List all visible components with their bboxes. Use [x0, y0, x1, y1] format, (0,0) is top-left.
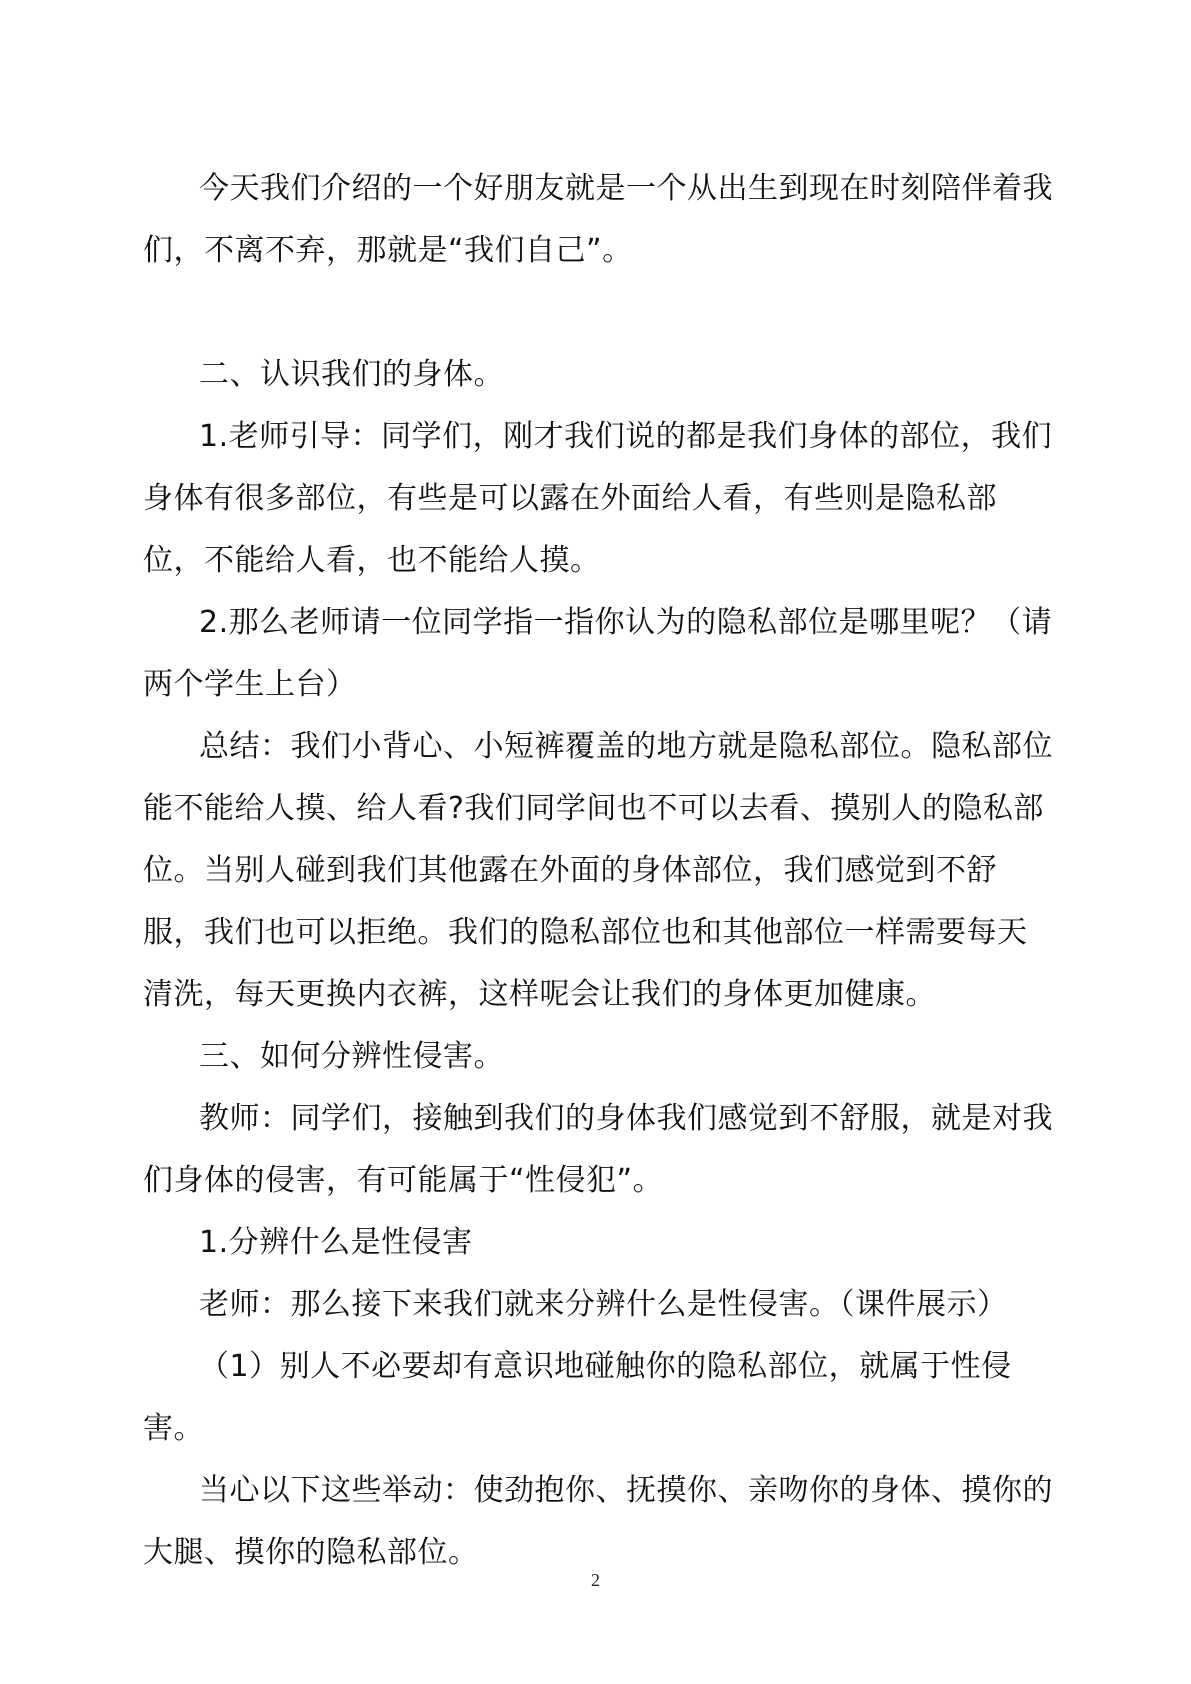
paragraph-item-1: （1）别人不必要却有意识地碰触你的隐私部位，就属于性侵害。 [143, 1349, 1012, 1446]
paragraph-student-point: 2.那么老师请一位同学指一指你认为的隐私部位是哪里呢？（请两个学生上台） [143, 605, 1053, 702]
document-body [143, 158, 1053, 1584]
paragraph-teacher-explain: 教师：同学们，接触到我们的身体我们感觉到不舒服，就是对我们身体的侵害，有可能属于“性侵犯”。 [143, 1101, 1053, 1198]
paragraph-teacher-next: 老师：那么接下来我们就来分辨什么是性侵害。（课件展示） [199, 1287, 1008, 1322]
paragraph-warning: 当心以下这些举动：使劲抱你、抚摸你、亲吻你的身体、摸你的大腿、摸你的隐私部位。 [143, 1473, 1053, 1570]
section-heading-body: 二、认识我们的身体。 [199, 357, 504, 392]
section-heading-harm: 三、如何分辨性侵害。 [199, 1039, 504, 1074]
paragraph-spacer [143, 282, 1053, 344]
paragraph-summary: 总结：我们小背心、小短裤覆盖的地方就是隐私部位。隐私部位能不能给人摸、给人看?我们同学间也不可以去看、摸别人的隐私部位。当别人碰到我们其他露在外面的身体部位，我们感觉到不舒服，我们也可以拒绝。我们的隐私部位也和其他部位一样需要每天清洗，每天更换内衣裤，这样呢会让我们的身体更加健康。 [143, 729, 1053, 1012]
paragraph-intro: 今天我们介绍的一个好朋友就是一个从出生到现在时刻陪伴着我们，不离不弃，那就是“我们自己”。 [143, 171, 1053, 268]
subheading-identify: 1.分辨什么是性侵害 [199, 1225, 473, 1260]
page-number: 2 [591, 1570, 600, 1590]
paragraph-teacher-guide: 1.老师引导：同学们，刚才我们说的都是我们身体的部位，我们身体有很多部位，有些是可以露在外面给人看，有些则是隐私部位，不能给人看，也不能给人摸。 [143, 419, 1053, 578]
